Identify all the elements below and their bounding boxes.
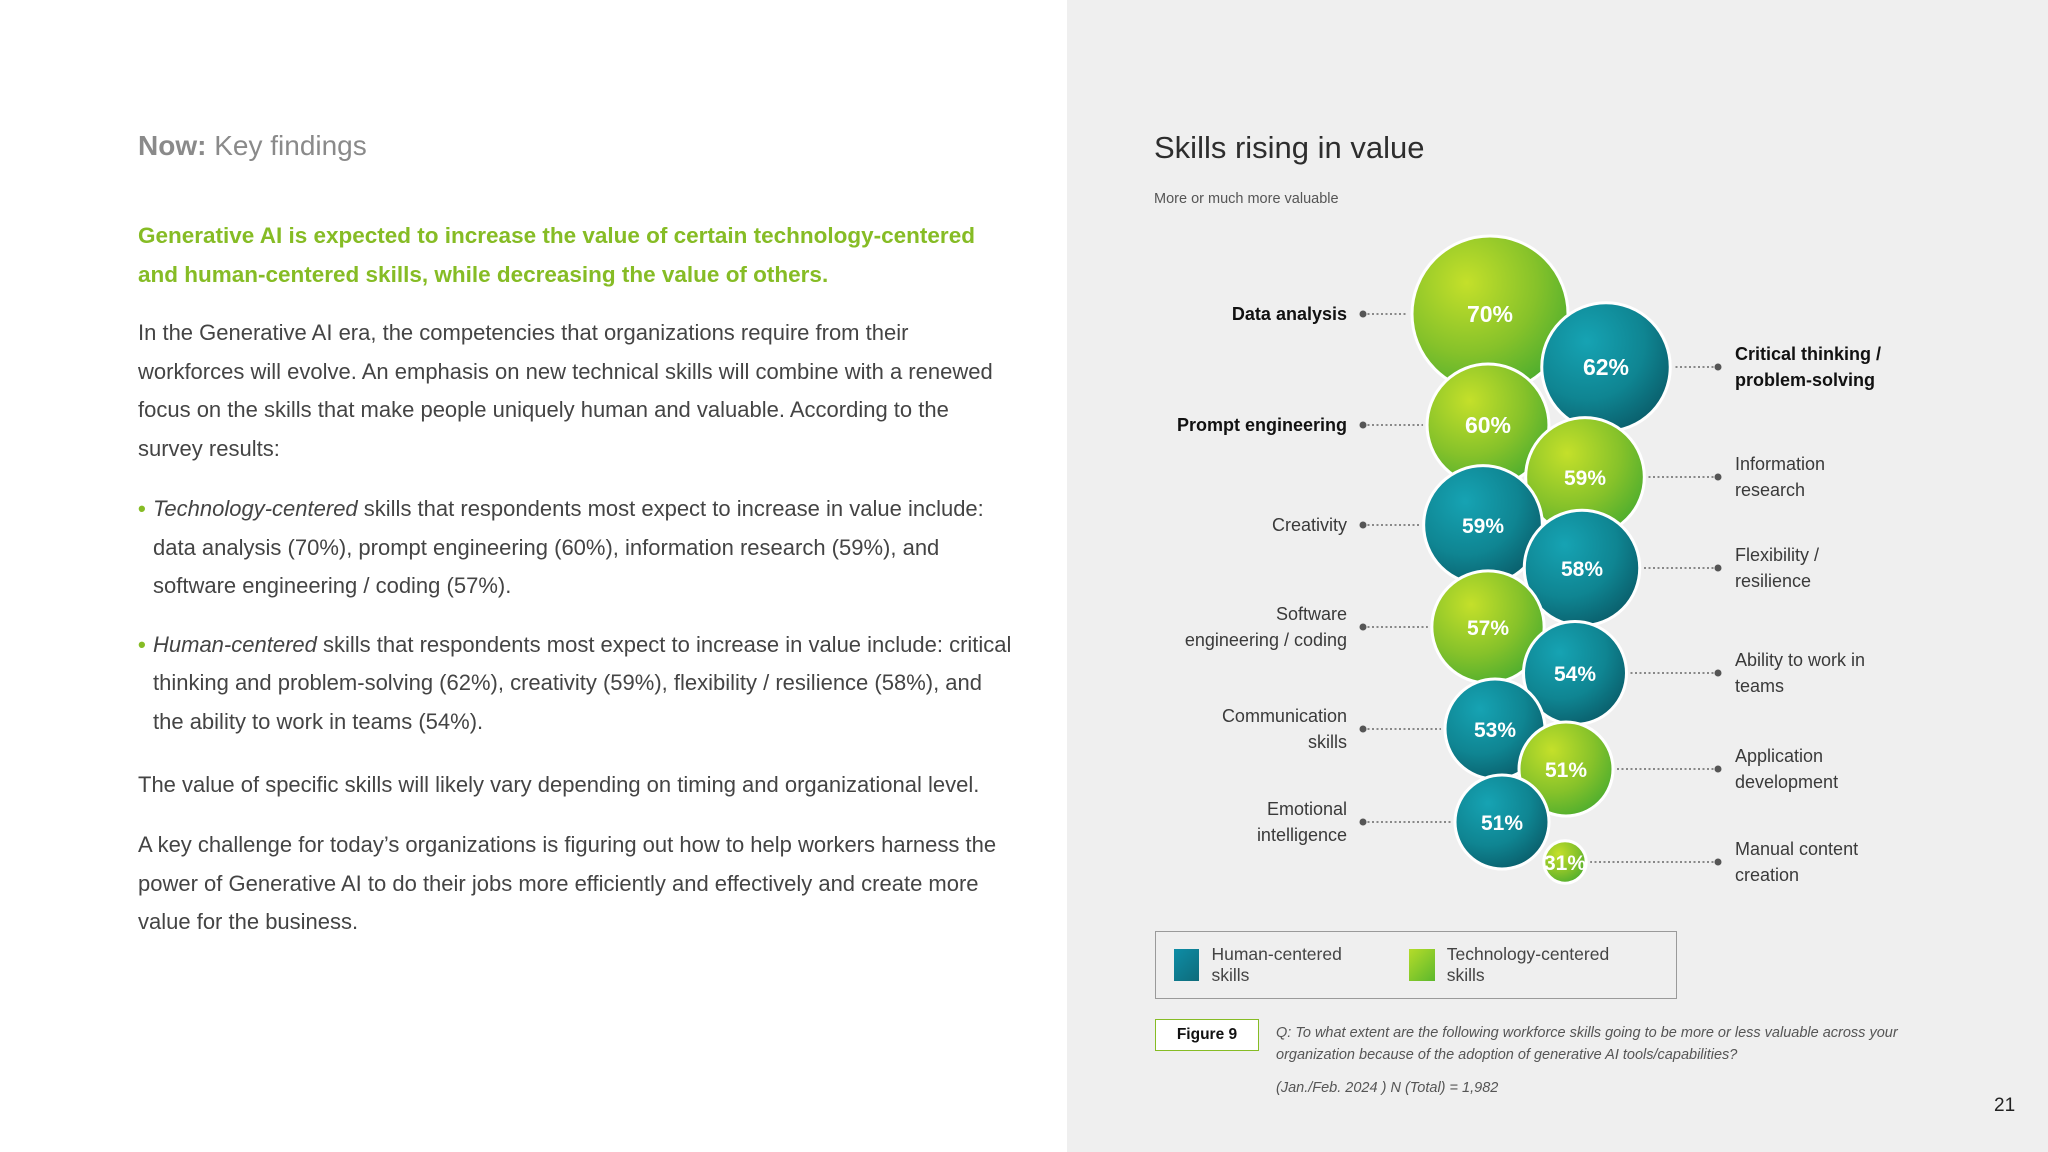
bubble-value-data-analysis: 70% [1466,301,1514,327]
skill-label-critical-thinking-problem-solving: Critical thinking / problem-solving [1735,344,1882,390]
skill-label-prompt-engineering: Prompt engineering [1176,415,1347,435]
connector-dot-critical-thinking-problem-solving [1715,364,1722,371]
connector-dot-communication-skills [1360,726,1367,733]
skill-label-emotional-intelligence: Emotional intelligence [1256,799,1347,845]
finding-human-lead: Human-centered [153,631,317,657]
section-title [138,130,367,162]
legend-swatch-technology [1409,949,1435,981]
connector-dot-application-development [1715,766,1722,773]
connector-dot-manual-content-creation [1715,859,1722,866]
finding-technology-lead: Technology-centered [153,496,358,521]
skill-label-software-engineering-coding: Software engineering / coding [1184,604,1347,650]
skill-label-flexibility-resilience: Flexibility / resilience [1735,545,1820,591]
connector-dot-data-analysis [1360,311,1367,318]
legend-swatch-human [1174,949,1199,981]
figure-label: Figure 9 [1155,1019,1259,1051]
section-title-prefix: Now: [138,130,207,161]
finding-human [138,626,1018,742]
bubble-value-application-development: 51% [1544,759,1588,782]
bubble-value-communication-skills: 53% [1473,719,1517,742]
connector-dot-flexibility-resilience [1715,565,1722,572]
connector-dot-information-research [1715,474,1722,481]
timing-paragraph: The value of specific skills will likely vary depending on timing and organizational level. [138,772,980,797]
bubble-value-ability-to-work-in-teams: 54% [1553,663,1597,686]
bubble-value-information-research: 59% [1563,467,1607,490]
skill-label-application-development: Application development [1735,746,1839,792]
bubble-value-flexibility-resilience: 58% [1560,558,1604,581]
intro-paragraph: In the Generative AI era, the competencies that organizations require from their workforces will evolve. An emphasis on new technical skills will combine with a renewed focus on the skills that make people uniquely human and valuable. According to the survey results: [138,320,993,461]
chart-legend [1155,931,1677,999]
finding-human-text: skills that respondents most expect to increase in value include: critical thinking and problem-solving (62%), creativity (59%), flexibility / resilience (58%), and the ability to work in teams (54%). [153,631,1012,734]
skill-label-manual-content-creation: Manual content creation [1735,839,1859,885]
legend-item-human [1174,944,1381,986]
connector-dot-software-engineering-coding [1360,624,1367,631]
survey-question: Q: To what extent are the following workforce skills going to be more or less valuable across your organization because of the adoption of generative AI tools/capabilities? [1276,1025,1898,1063]
connector-dot-creativity [1360,522,1367,529]
chart-title: Skills rising in value [1154,130,1425,165]
connector-dot-prompt-engineering [1360,422,1367,429]
lead-statement: Generative AI is expected to increase the value of certain technology-centered and human-centered skills, while decreasing the value of others. [138,223,975,287]
finding-technology [138,490,1018,606]
findings-list [138,490,1018,761]
connector-dot-ability-to-work-in-teams [1715,670,1722,677]
section-title-text: Key findings [214,130,367,161]
bubble-value-manual-content-creation: 31% [1543,852,1587,875]
skill-label-communication-skills: Communication skills [1221,706,1347,752]
bubble-value-creativity: 59% [1461,515,1505,538]
finding-technology-text: skills that respondents most expect to increase in value include: data analysis (70%), prompt engineering (60%), information research (59%), and software engineering / coding (57%). [153,496,984,598]
sample-size: (Jan./Feb. 2024 ) N (Total) = 1,982 [1276,1080,1499,1096]
chart-subtitle: More or much more valuable [1154,191,1339,207]
bubbles-group [1412,236,1670,883]
bubble-value-emotional-intelligence: 51% [1480,812,1524,835]
bubble-value-software-engineering-coding: 57% [1466,617,1510,640]
challenge-paragraph: A key challenge for today’s organizations is figuring out how to help workers harness the power of Generative AI to do their jobs more efficiently and effectively and create more value for the business. [138,832,997,934]
page-number: 21 [1994,1095,2016,1116]
connector-dot-emotional-intelligence [1360,819,1367,826]
skill-label-information-research: Information research [1735,454,1826,500]
bubble-value-critical-thinking-problem-solving: 62% [1582,354,1630,380]
skill-label-data-analysis: Data analysis [1231,304,1347,324]
bubble-value-prompt-engineering: 60% [1464,412,1512,438]
skill-label-ability-to-work-in-teams: Ability to work in teams [1735,650,1866,696]
legend-item-technology [1409,944,1648,986]
legend-label-technology: Technology-centered skills [1446,944,1610,985]
skill-label-creativity: Creativity [1271,515,1347,535]
bubble-chart [1067,0,2048,920]
legend-label-human: Human-centered skills [1211,944,1342,985]
